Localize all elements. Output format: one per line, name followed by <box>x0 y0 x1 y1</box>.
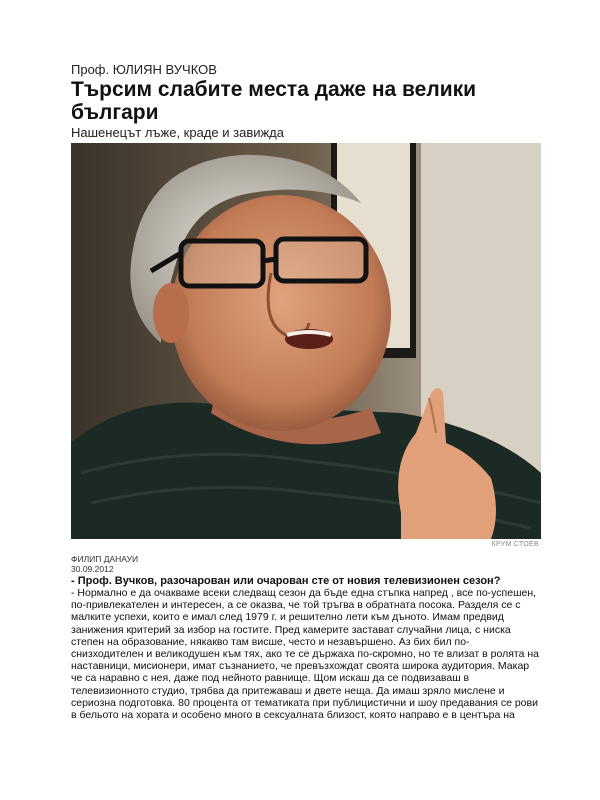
article-author: Проф. ЮЛИЯН ВУЧКОВ <box>71 62 217 77</box>
photo-credit: КРУМ СТОЕВ <box>491 541 539 548</box>
interview-answer: - Нормално е да очакваме всеки следващ сезон да бъде една стъпка напред , все по-успешен, по-привлекателен и интересен, а се оказва, че той тръгва в обратната посока. Разделя се с малките успехи, които е имал след 1979 г. и решително лети към дъното. Имам предвид занижения критерий за избор на гостите. Пред камерите застават случайни лица, с ниска степен на образование, някакво там висше, често и незавършено. Аз бих бил по-снизходителен и великодушен към тях, ако те се държаха по-скромно, но те влизат в ролята на наставници, мисионери, имат съзнанието, че превъзхождат своята широка аудитория. Макар че са наравно с нея, даже под нейното равнище. Щом искаш да се подвизаваш в телевизионното студио, трябва да притежаваш и двете неща. Да имаш зряло мислене и сериозна подготовка. 80 процента от тематиката при публицистични и шоу предавания се рови в бельото на хората и особено много в сексуалната близост, която направо е в центъра на <box>71 587 539 722</box>
article-photo <box>71 143 541 539</box>
article <box>71 62 541 721</box>
interviewer-byline: ФИЛИП ДАНАУИ <box>71 554 139 564</box>
article-headline: Търсим слабите места даже на велики българи <box>71 78 477 124</box>
article-subtitle: Нашенецът лъже, краде и завижда <box>71 125 285 140</box>
portrait-illustration <box>71 143 541 539</box>
publication-date: 30.09.2012 <box>71 564 114 574</box>
interview-question: - Проф. Вучков, разочарован или очарован сте от новия телевизионен сезон? <box>71 575 501 587</box>
